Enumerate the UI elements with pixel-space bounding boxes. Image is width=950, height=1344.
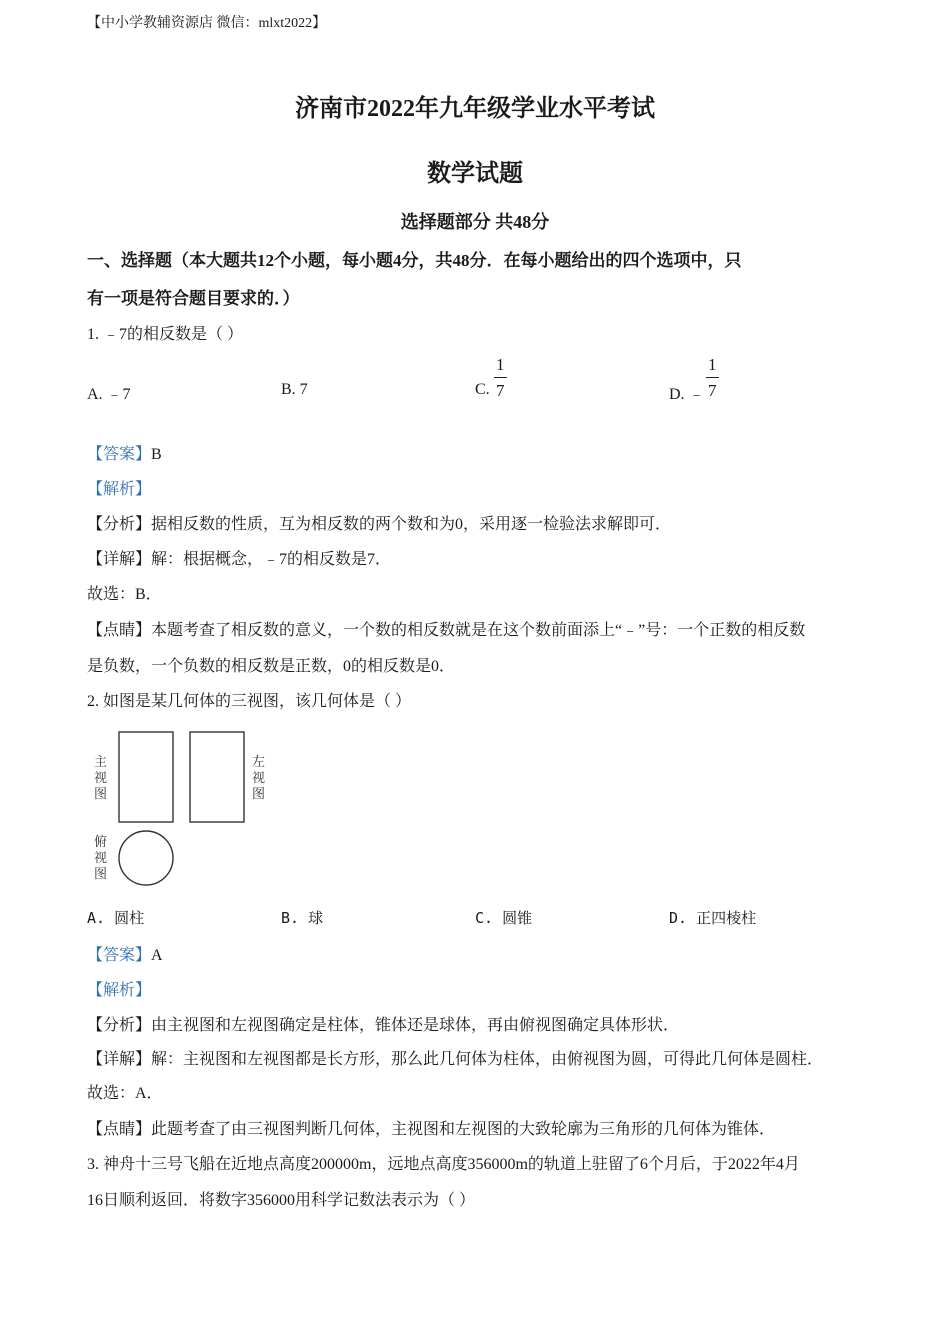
left-view-label-2: 视: [252, 771, 266, 786]
q2-stem: 2. 如图是某几何体的三视图，该几何体是（ ）: [87, 693, 412, 710]
part-heading: 选择题部分 共48分: [400, 212, 550, 232]
exam-title: 济南市2022年九年级学业水平考试: [295, 96, 655, 122]
front-view-label-1: 主: [94, 755, 108, 770]
fenxi-tag: 【分析】: [87, 1017, 152, 1034]
header-note: 【中小学教辅资源店 微信：mlxt2022】: [87, 16, 327, 31]
q1-xiangjie: [87, 546, 391, 569]
q2-option-b: B. 球: [281, 909, 324, 927]
left-view-label-1: 左: [252, 755, 266, 770]
left-view-label-3: 图: [252, 787, 266, 802]
top-view-label-1: 俯: [94, 835, 108, 850]
front-view-rect: [119, 732, 173, 822]
q1-option-c-fraction: [494, 356, 507, 399]
q2-fenxi: [87, 1012, 679, 1035]
q1-fenxi: [87, 511, 671, 534]
fenxi-tag: 【分析】: [87, 516, 152, 533]
q2-option-a: A. 圆柱: [87, 909, 145, 927]
xiangjie-tag: 【详解】: [87, 1051, 152, 1068]
q3-stem-line2: 16日顺利返回．将数字356000用科学记数法表示为（ ）: [87, 1192, 476, 1209]
top-view-circle: [119, 831, 173, 885]
q2-option-d: D. 正四棱柱: [669, 909, 757, 927]
q1-option-b: B. 7: [281, 381, 308, 398]
exam-subtitle: 数学试题: [427, 161, 523, 187]
q1-option-d-numerator: 1: [706, 356, 719, 378]
q1-option-d-fraction: [706, 356, 719, 399]
front-view-label-3: 图: [94, 787, 108, 802]
q1-option-d-denominator: 7: [708, 381, 717, 400]
answer-tag: 【答案】: [87, 446, 152, 463]
section-heading-line1: 一、选择题（本大题共12个小题，每小题4分，共48分．在每小题给出的四个选项中，只: [87, 251, 742, 270]
q1-analysis-tag: 【解析】: [87, 481, 152, 498]
top-view-label-3: 图: [94, 867, 108, 882]
q1-answer-line: [87, 441, 162, 464]
q1-dianjing-text: 本题考查了相反数的意义，一个数的相反数就是在这个数前面添上“﹣”号：一个正数的相反数: [151, 622, 806, 639]
q3-stem-line1: 3. 神舟十三号飞船在近地点高度200000m，远地点高度356000m的轨道上驻留了6个月后，于2022年4月: [87, 1156, 800, 1173]
q2-analysis-tag: 【解析】: [87, 982, 152, 999]
three-view-figure: [86, 726, 276, 891]
q2-fenxi-text: 由主视图和左视图确定是柱体，锥体还是球体，再由俯视图确定具体形状．: [151, 1017, 680, 1034]
q1-dianjing-line2: 是负数，一个负数的相反数是正数，0的相反数是0．: [87, 658, 456, 675]
q2-dianjing-text: 此题考查了由三视图判断几何体，主视图和左视图的大致轮廓为三角形的几何体为锥体．: [151, 1121, 776, 1138]
q1-option-d-prefix: D. ﹣: [669, 386, 705, 403]
left-view-rect: [190, 732, 244, 822]
section-heading-line2: 有一项是符合题目要求的．）: [87, 289, 300, 308]
q2-answer: A: [151, 947, 163, 964]
q1-fenxi-text: 据相反数的性质，互为相反数的两个数和为0，采用逐一检验法求解即可．: [151, 516, 672, 533]
q2-xiangjie-text: 解：主视图和左视图都是长方形，那么此几何体为柱体，由俯视图为圆，可得此几何体是圆柱．: [151, 1051, 824, 1068]
q2-answer-line: [87, 942, 163, 965]
top-view-label-2: 视: [94, 851, 108, 866]
q1-option-a: A. ﹣7: [87, 386, 131, 403]
q1-xiangjie-text: 解：根据概念，﹣7的相反数是7．: [151, 551, 392, 568]
q1-option-c-prefix: C.: [475, 381, 490, 398]
q2-option-c: C. 圆锥: [475, 909, 533, 927]
q1-answer: B: [151, 446, 162, 463]
dianjing-tag: 【点睛】: [87, 1121, 152, 1138]
answer-tag: 【答案】: [87, 947, 152, 964]
q1-option-c-denominator: 7: [496, 381, 505, 400]
q2-xiangjie: [87, 1046, 823, 1069]
q1-stem: 1. ﹣7的相反数是（ ）: [87, 326, 244, 343]
q1-option-c-numerator: 1: [494, 356, 507, 378]
front-view-label-2: 视: [94, 771, 108, 786]
q2-dianjing: [87, 1116, 775, 1139]
dianjing-tag: 【点睛】: [87, 622, 152, 639]
q2-guxuan: 故选：A．: [87, 1085, 163, 1102]
xiangjie-tag: 【详解】: [87, 551, 152, 568]
q1-dianjing-line1: [87, 617, 805, 640]
q1-guxuan: 故选：B．: [87, 586, 162, 603]
